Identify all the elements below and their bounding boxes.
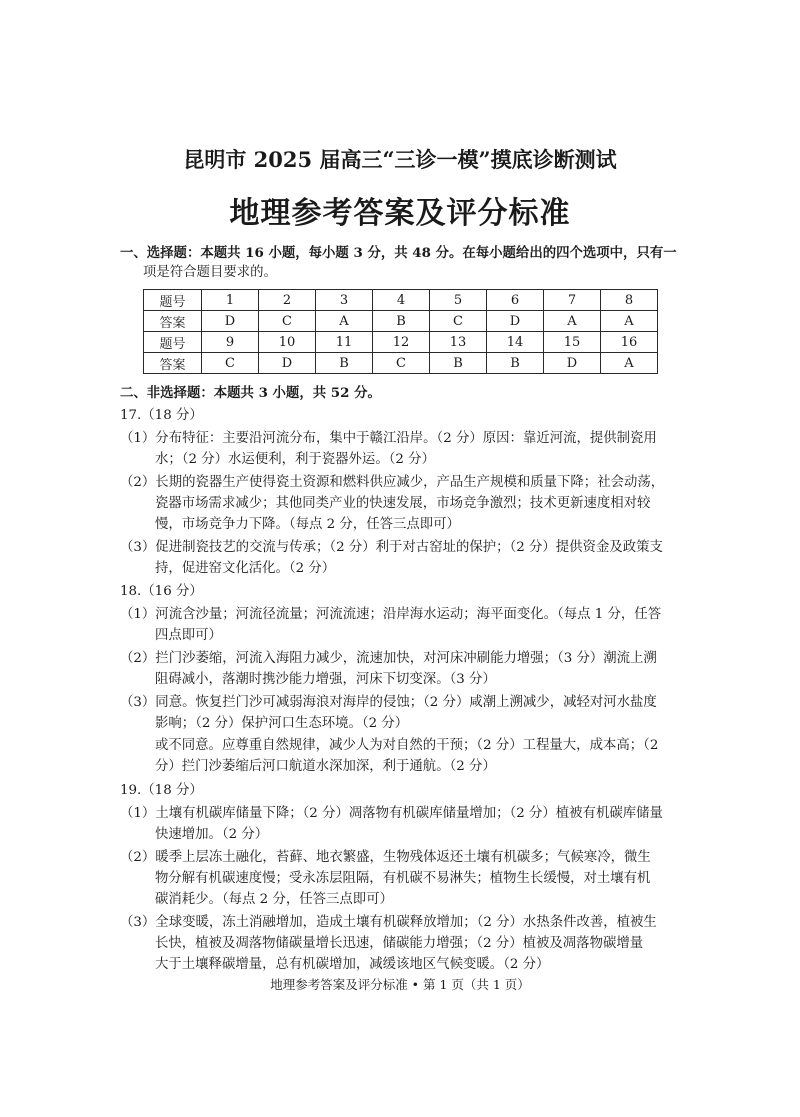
table-cell: 3: [316, 290, 373, 311]
table-cell: 题号: [144, 332, 202, 353]
table-cell: 12: [373, 332, 430, 353]
table-cell: 6: [487, 290, 544, 311]
answer-line: （3）同意。恢复拦门沙可减弱海浪对海岸的侵蚀；（2 分）咸潮上溯减少，减轻对河水盐度: [120, 695, 657, 710]
table-cell: 10: [259, 332, 316, 353]
table-cell: 答案: [144, 353, 202, 374]
question-19-heading: 19.（18 分）: [120, 783, 203, 798]
table-cell: 13: [430, 332, 487, 353]
table-row: [144, 290, 658, 311]
answer-line: 分）拦门沙萎缩后河口航道水深加深，利于通航。（2 分）: [155, 759, 496, 774]
table-cell: 5: [430, 290, 487, 311]
answer-line: 持，促进窑文化活化。（2 分）: [155, 561, 336, 576]
answer-line: 四点即可）: [155, 628, 222, 643]
answer-line: 慢，市场竞争力下降。（每点 2 分，任答三点即可）: [155, 517, 460, 532]
table-cell: A: [316, 311, 373, 332]
question-18-heading: 18.（16 分）: [120, 584, 203, 599]
table-cell: D: [202, 311, 259, 332]
answer-line: 物分解有机碳速度慢；受永冻层阻隔，有机碳不易淋失；植物生长缓慢，对土壤有机: [155, 871, 651, 886]
table-row: [144, 311, 658, 332]
table-cell: 题号: [144, 290, 202, 311]
table-cell: 1: [202, 290, 259, 311]
table-row: [144, 332, 658, 353]
table-cell: 7: [544, 290, 601, 311]
answer-line: （2）长期的瓷器生产使得瓷土资源和燃料供应减少，产品生产规模和质量下降；社会动荡，: [120, 475, 665, 490]
section1-instruction-line2: 项是符合题目要求的。: [143, 265, 277, 280]
table-cell: A: [601, 353, 658, 374]
table-cell: B: [487, 353, 544, 374]
table-cell: 答案: [144, 311, 202, 332]
answer-line: 瓷器市场需求减少；其他同类产业的快速发展，市场竞争激烈；技术更新速度相对较: [155, 496, 651, 511]
answer-line: （1）河流含沙量；河流径流量；河流流速；沿岸海水运动；海平面变化。（每点 1 分，任答: [120, 607, 662, 622]
table-cell: D: [487, 311, 544, 332]
table-cell: C: [373, 353, 430, 374]
table-cell: D: [259, 353, 316, 374]
answer-line: （2）暖季上层冻土融化，苔藓、地衣繁盛，生物残体返还土壤有机碳多；气候寒冷，微生: [120, 850, 651, 865]
answer-line: （1）土壤有机碳库储量下降；（2 分）凋落物有机碳库储量增加；（2 分）植被有机碳库储量: [120, 806, 663, 821]
section1-instruction-line1: 一、选择题：本题共 16 小题，每小题 3 分，共 48 分。在每小题给出的四个选项中，只有一: [120, 245, 677, 261]
table-cell: 8: [601, 290, 658, 311]
answer-line: 阻碍减小，落潮时携沙能力增强，河床下切变深。（3 分）: [155, 672, 496, 687]
table-cell: C: [202, 353, 259, 374]
section2-heading: 二、非选择题：本题共 3 小题，共 52 分。: [120, 385, 381, 401]
answer-line: 碳消耗少。（每点 2 分，任答三点即可）: [155, 892, 393, 907]
answer-table: [143, 289, 658, 374]
table-row: [144, 353, 658, 374]
answer-line: 长快，植被及凋落物储碳量增长迅速，储碳能力增强；（2 分）植被及凋落物碳增量: [155, 936, 644, 951]
table-cell: B: [373, 311, 430, 332]
table-cell: B: [316, 353, 373, 374]
document-title: 地理参考答案及评分标准: [229, 196, 571, 231]
table-cell: 16: [601, 332, 658, 353]
table-cell: A: [544, 311, 601, 332]
answer-line: （2）拦门沙萎缩，河流入海阻力减少，流速加快，对河床冲刷能力增强；（3 分）潮流上溯: [120, 651, 657, 666]
answer-line: （3）促进制瓷技艺的交流与传承；（2 分）利于对古窑址的保护；（2 分）提供资金及政策支: [120, 540, 663, 555]
answer-line: 快速增加。（2 分）: [155, 827, 269, 842]
table-cell: C: [259, 311, 316, 332]
table-cell: 11: [316, 332, 373, 353]
table-cell: B: [430, 353, 487, 374]
answer-line: （3）全球变暖，冻土消融增加，造成土壤有机碳释放增加；（2 分）水热条件改善，植被生: [120, 915, 657, 930]
table-cell: 15: [544, 332, 601, 353]
answer-line: 大于土壤释碳增量，总有机碳增加，减缓该地区气候变暖。（2 分）: [155, 957, 550, 972]
table-cell: 4: [373, 290, 430, 311]
table-cell: A: [601, 311, 658, 332]
answer-line: （1）分布特征：主要沿河流分布，集中于赣江沿岸。（2 分）原因：靠近河流，提供制瓷用: [120, 431, 657, 446]
page-footer: 地理参考答案及评分标准 • 第 1 页（共 1 页）: [270, 977, 530, 992]
table-cell: D: [544, 353, 601, 374]
exam-title: 昆明市 2025 届高三“三诊一模”摸底诊断测试: [183, 147, 617, 172]
question-17-heading: 17.（18 分）: [120, 408, 203, 423]
table-cell: 14: [487, 332, 544, 353]
table-cell: C: [430, 311, 487, 332]
answer-line: 或不同意。应尊重自然规律，减少人为对自然的干预；（2 分）工程量大，成本高；（2: [155, 738, 659, 753]
table-cell: 2: [259, 290, 316, 311]
answer-line: 影响；（2 分）保护河口生态环境。（2 分）: [155, 716, 409, 731]
answer-line: 水；（2 分）水运便利，利于瓷器外运。（2 分）: [155, 452, 435, 467]
table-cell: 9: [202, 332, 259, 353]
